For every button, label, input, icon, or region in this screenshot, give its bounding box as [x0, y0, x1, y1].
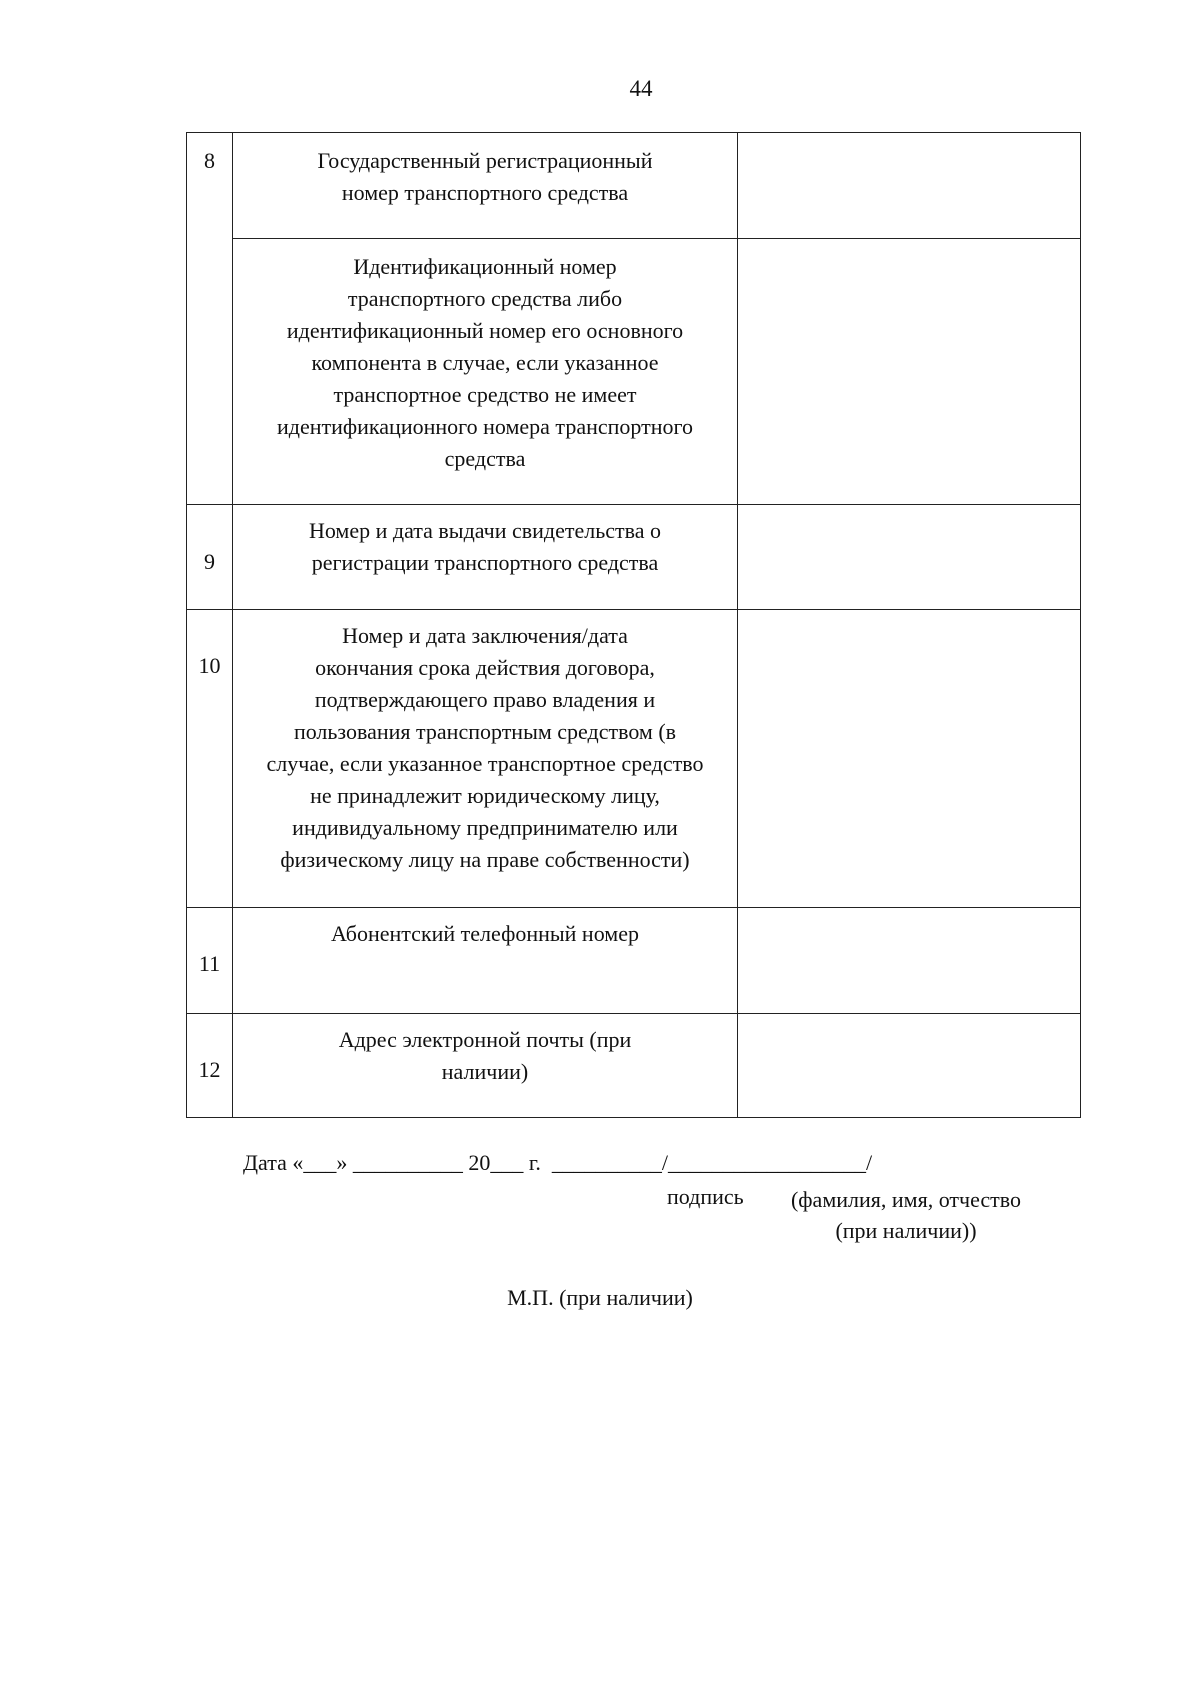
table-row-11: [187, 908, 1081, 1014]
table-row-8: [187, 133, 1081, 239]
row-label-cell: [233, 505, 738, 610]
row-label-cell: [233, 239, 738, 505]
row-label: Идентификационный номер транспортного средства либо идентификационный номер его основного компонента в случае, если указанное транспортное средство не имеет идентификационного номера транспортного средства: [277, 254, 693, 471]
row-value-cell[interactable]: [738, 239, 1081, 505]
row-number-cell: [187, 505, 233, 610]
row-number: 8: [204, 148, 215, 173]
row-label-cell: [233, 610, 738, 908]
row-number-cell: [187, 610, 233, 908]
vehicle-info-table: [186, 132, 1081, 1118]
row-value-cell[interactable]: [738, 1014, 1081, 1118]
name-caption: (фамилия, имя, отчество (при наличии)): [790, 1187, 1022, 1243]
row-label: Государственный регистрационный номер транспортного средства: [317, 148, 653, 205]
page-number: 44: [629, 76, 653, 101]
stamp-note: М.П. (при наличии): [507, 1285, 693, 1310]
row-label-cell: [233, 133, 738, 239]
row-number-cell: [187, 1014, 233, 1118]
row-value-cell[interactable]: [738, 133, 1081, 239]
table-row-12: [187, 1014, 1081, 1118]
row-value-cell[interactable]: [738, 908, 1081, 1014]
table-row-9: [187, 505, 1081, 610]
row-label: Номер и дата заключения/дата окончания срока действия договора, подтверждающего право владения и пользования транспортным средством (в случае, если указанное транспортное средство не принадлежит юридическому лицу, индивидуальному предпринимателю или физическому лицу на праве собственности): [266, 623, 704, 872]
row-number: 12: [198, 1057, 221, 1082]
row-number: 9: [204, 549, 215, 574]
table-row-vin: [187, 239, 1081, 505]
row-label: Абонентский телефонный номер: [331, 921, 639, 946]
row-number-cell: [187, 908, 233, 1014]
row-number: 10: [198, 653, 221, 678]
date-signature-line[interactable]: Дата «___» __________ 20___ г. __________/__________________/: [243, 1150, 873, 1175]
row-number-cell: [187, 133, 233, 505]
row-label: Номер и дата выдачи свидетельства о регистрации транспортного средства: [308, 518, 662, 575]
row-value-cell[interactable]: [738, 505, 1081, 610]
row-label-cell: [233, 908, 738, 1014]
signature-caption: подпись: [667, 1184, 744, 1209]
row-label-cell: [233, 1014, 738, 1118]
row-label: Адрес электронной почты (при наличии): [338, 1027, 632, 1084]
row-value-cell[interactable]: [738, 610, 1081, 908]
row-number: 11: [198, 951, 221, 976]
table-row-10: [187, 610, 1081, 908]
